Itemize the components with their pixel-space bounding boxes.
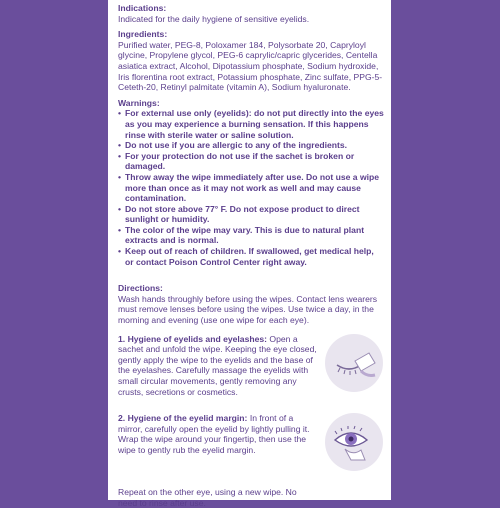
- indications-text: Indicated for the daily hygiene of sensitive eyelids.: [118, 13, 310, 24]
- step-number: 2.: [118, 413, 126, 424]
- ingredients-section: [118, 29, 384, 93]
- warning-item: • Do not use if you are allergic to any of the ingredients.: [118, 140, 384, 151]
- warning-item: • Throw away the wipe immediately after use. Do not use a wipe more than once as it may not work as well and may cause contamination.: [118, 172, 384, 204]
- warning-item: • Keep out of reach of children. If swallowed, get medical help, or contact Poison Control Center right away.: [118, 246, 384, 267]
- directions-intro: Wash hands throughly before using the wipes. Contact lens wearers must remove lenses before using the wipes. Use twice a day, in the morning and evening (use one wipe for each eye).: [118, 293, 378, 326]
- step-text: In front of a mirror, carefully open the eyelid by lightly pulling it. Wrap the wipe around your fingertip, then use the wipe to gently rub the eyelid margin.: [118, 413, 310, 455]
- step-text: Open a sachet and unfold the wipe. Keeping the eye closed, gently apply the wipe to the eyelids and the base of the eyelashes. Carefully massage the eyelids with small circular movements, gently removing any crusts, secretions or cosmetics.: [118, 333, 317, 397]
- closed-eye-wipe-illustration: [325, 334, 383, 392]
- warning-item: • For your protection do not use if the sachet is broken or damaged.: [118, 151, 384, 172]
- indications-heading: Indications:: [118, 3, 167, 13]
- step-title: Hygiene of eyelids and eyelashes:: [127, 333, 268, 344]
- directions-heading: Directions:: [118, 283, 163, 294]
- warnings-heading: Warnings:: [118, 97, 160, 108]
- ingredients-heading: Ingredients:: [118, 29, 168, 40]
- direction-step-2: [118, 413, 384, 471]
- warning-item: • The color of the wipe may vary. This is due to natural plant extracts and is normal.: [118, 225, 384, 246]
- warning-item: • Do not store above 77° F. Do not expose product to direct sunlight or humidity.: [118, 204, 384, 225]
- directions-closing: Repeat on the other eye, using a new wipe. No need to rinse after use.: [118, 487, 297, 508]
- indications-section: [118, 3, 384, 24]
- warning-item: • For external use only (eyelids): do not put directly into the eyes as you may experience a burning sensation. If this happens rinse with sterile water or saline solution.: [118, 108, 384, 140]
- ingredients-text: Purified water, PEG-8, Poloxamer 184, Polysorbate 20, Capryloyl glycine, Propylene glycol, PEG-6 caprylic/capric glycerides, Centella asiatica extract, Alcohol, Dipotassium phosphate, Sodium hydroxide, Iris florentina root extract, Potassium phosphate, Zinc sulfate, PPG-5-Ceteth-20, Retinyl palmitate (vitamin A), Sodium hyaluronate.: [118, 39, 383, 93]
- step-number: 1.: [118, 333, 126, 344]
- warnings-section: [118, 98, 384, 268]
- direction-step-1: [118, 334, 384, 398]
- label-panel: [108, 0, 391, 508]
- directions-section: [118, 283, 384, 508]
- label-content: [118, 3, 384, 508]
- warnings-list: [118, 108, 384, 267]
- step-title: Hygiene of the eyelid margin:: [127, 413, 248, 424]
- open-eye-fingertip-illustration: [325, 413, 383, 471]
